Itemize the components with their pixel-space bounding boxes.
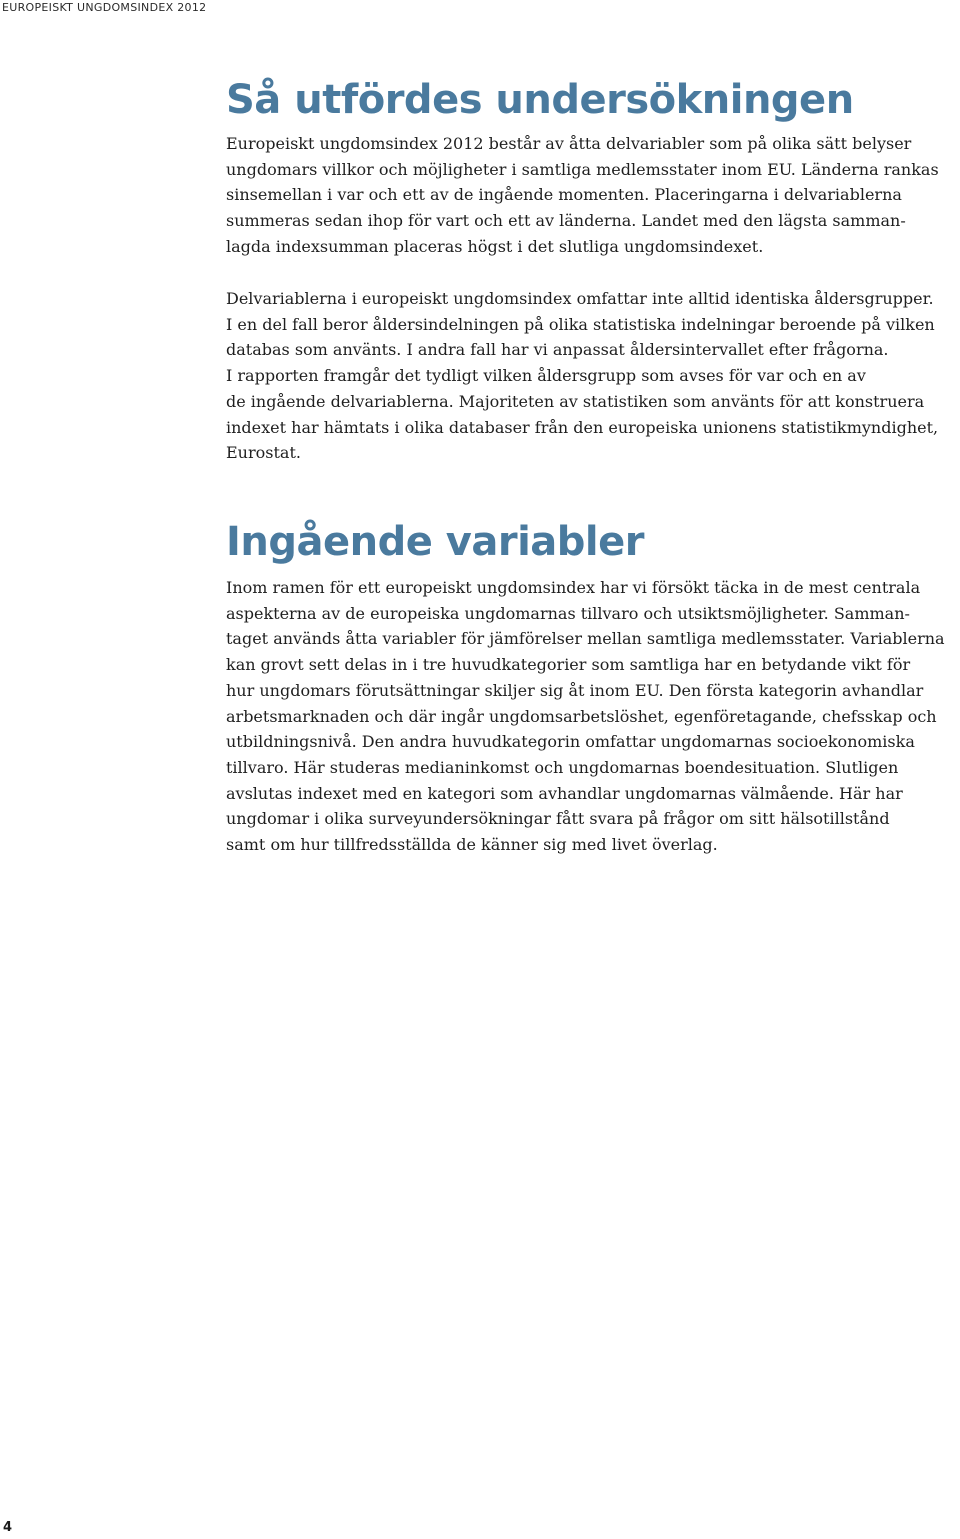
text-line: ungdomars villkor och möjligheter i samtliga medlemsstater inom EU. Länderna rankas — [226, 159, 939, 179]
text-line: taget används åtta variabler för jämförelser mellan samtliga medlemsstater. Variablerna — [226, 629, 945, 649]
text-line: kan grovt sett delas in i tre huvudkategorier som samtliga har en betydande vikt för — [226, 655, 911, 675]
text-line: arbetsmarknaden och där ingår ungdomsarbetslöshet, egenföretagande, chefsskap och — [226, 706, 937, 726]
text-line: databas som använts. I andra fall har vi anpassat åldersintervallet efter frågorna. — [226, 340, 889, 360]
text-line: avslutas indexet med en kategori som avhandlar ungdomarnas välmående. Här har — [226, 783, 903, 803]
page-number: 4 — [3, 1520, 13, 1535]
section2-paragraph-1 — [226, 575, 945, 858]
section1-paragraph-1 — [226, 131, 939, 260]
text-line: tillvaro. Här studeras medianinkomst och ungdomarnas boendesituation. Slutligen — [226, 757, 899, 777]
running-head: EUROPEISKT UNGDOMSINDEX 2012 — [2, 1, 207, 14]
text-line: lagda indexsumman placeras högst i det slutliga ungdomsindexet. — [226, 236, 764, 256]
text-line: Eurostat. — [226, 443, 301, 463]
text-line: indexet har hämtats i olika databaser från den europeiska unionens statistikmyndighet, — [226, 417, 939, 437]
text-line: ungdomar i olika surveyundersökningar fått svara på frågor om sitt hälsotillstånd — [226, 809, 890, 829]
text-line: Delvariablerna i europeiskt ungdomsindex omfattar inte alltid identiska åldersgrupper. — [226, 289, 934, 308]
text-line: Europeiskt ungdomsindex 2012 består av åtta delvariabler som på olika sätt belyser — [226, 134, 912, 153]
section-title-survey-method: Så utfördes undersökningen — [226, 77, 854, 123]
section1-paragraph-2 — [226, 286, 938, 466]
text-line: Inom ramen för ett europeiskt ungdomsindex har vi försökt täcka in de mest centrala — [226, 578, 921, 597]
section-title-variables: Ingående variabler — [226, 519, 644, 565]
text-line: summeras sedan ihop för vart och ett av länderna. Landet med den lägsta samman- — [226, 211, 906, 231]
text-line: samt om hur tillfredsställda de känner sig med livet överlag. — [226, 835, 718, 855]
text-line: hur ungdomars förutsättningar skiljer sig åt inom EU. Den första kategorin avhandlar — [226, 680, 924, 700]
text-line: de ingående delvariablerna. Majoriteten av statistiken som använts för att konstruera — [226, 391, 925, 411]
text-line: utbildningsnivå. Den andra huvudkategorin omfattar ungdomarnas socioekonomiska — [226, 732, 915, 752]
text-line: I en del fall beror åldersindelningen på olika statistiska indelningar beroende på vilken — [226, 314, 935, 334]
text-line: aspekterna av de europeiska ungdomarnas tillvaro och utsiktsmöjligheter. Samman- — [226, 603, 910, 623]
text-line: sinsemellan i var och ett av de ingående momenten. Placeringarna i delvariablerna — [226, 185, 902, 205]
text-line: I rapporten framgår det tydligt vilken åldersgrupp som avses för var och en av — [226, 366, 866, 386]
